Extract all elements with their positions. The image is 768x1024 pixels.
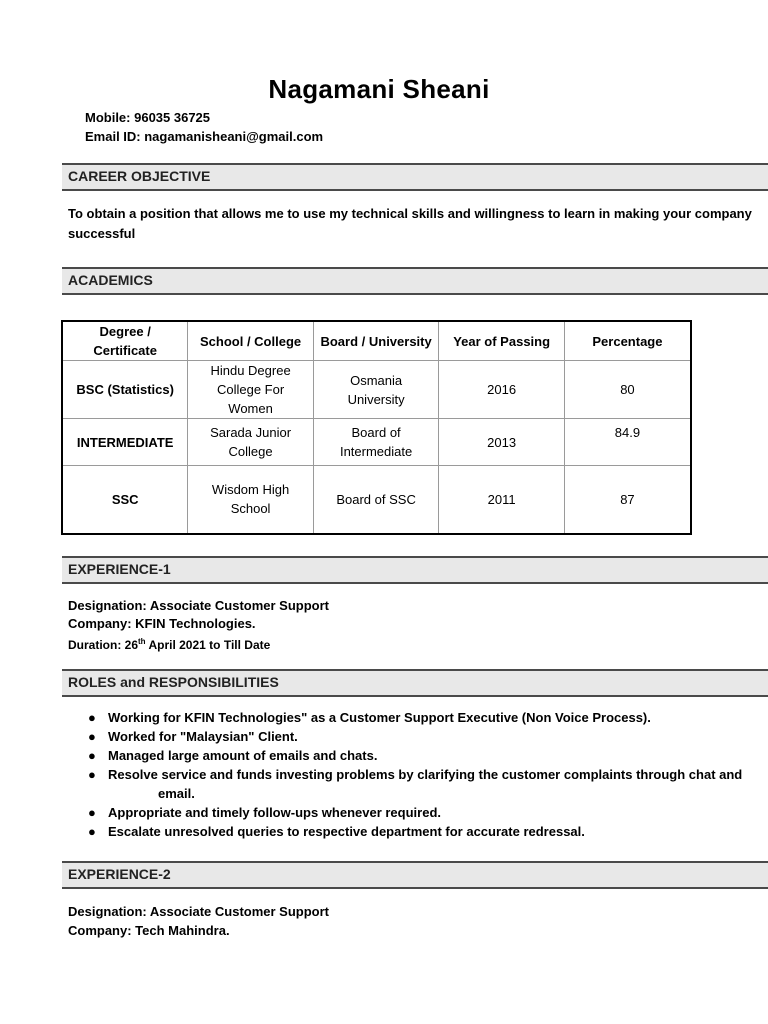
table-cell: 87 bbox=[564, 466, 691, 534]
experience-1-header bbox=[62, 556, 768, 584]
list-item: ● Escalate unresolved queries to respective department for accurate redressal. bbox=[88, 824, 585, 839]
experience-1-details bbox=[68, 597, 329, 654]
table-cell: SSC bbox=[62, 466, 188, 534]
career-objective-header bbox=[62, 163, 768, 191]
career-objective-text: To obtain a position that allows me to use my technical skills and willingness to learn in making your company successful bbox=[68, 206, 752, 241]
column-header: Board / University bbox=[313, 321, 439, 361]
section-title: CAREER OBJECTIVE bbox=[68, 168, 211, 184]
contact-block bbox=[85, 108, 323, 146]
section-title: ROLES and RESPONSIBILITIES bbox=[68, 674, 279, 690]
table-cell: 84.9 bbox=[564, 419, 691, 466]
duration: Duration: 26th April 2021 to Till Date bbox=[68, 637, 271, 652]
list-item: ● Appropriate and timely follow-ups whenever required. bbox=[88, 805, 441, 820]
table-cell: Wisdom High School bbox=[188, 466, 313, 534]
section-title: ACADEMICS bbox=[68, 272, 153, 288]
table-cell: INTERMEDIATE bbox=[62, 419, 188, 466]
table-cell: 2013 bbox=[439, 419, 564, 466]
list-item: ● Resolve service and funds investing problems by clarifying the customer complaints through chat and email. bbox=[88, 767, 743, 801]
academics-header bbox=[62, 267, 768, 295]
column-header: Year of Passing bbox=[439, 321, 564, 361]
designation: Designation: Associate Customer Support bbox=[68, 598, 329, 613]
table-cell: Hindu Degree College For Women bbox=[188, 361, 313, 419]
table-cell: Sarada Junior College bbox=[188, 419, 313, 466]
column-header: Degree / Certificate bbox=[62, 321, 188, 361]
table-cell: Osmania University bbox=[313, 361, 439, 419]
table-row bbox=[62, 361, 691, 419]
column-header: Percentage bbox=[564, 321, 691, 361]
table-row bbox=[62, 419, 691, 466]
table-header-row bbox=[62, 321, 691, 361]
table-cell: 80 bbox=[564, 361, 691, 419]
list-item: ● Worked for "Malaysian" Client. bbox=[88, 729, 298, 744]
email-id: Email ID: nagamanisheani@gmail.com bbox=[85, 129, 324, 144]
roles-header bbox=[62, 669, 768, 697]
table-cell: 2011 bbox=[439, 466, 564, 534]
designation: Designation: Associate Customer Support bbox=[68, 904, 329, 919]
table-cell: 2016 bbox=[439, 361, 564, 419]
table-cell: Board of SSC bbox=[313, 466, 439, 534]
section-title: EXPERIENCE-2 bbox=[68, 866, 171, 882]
candidate-name: Nagamani Sheani bbox=[268, 74, 490, 104]
company: Company: Tech Mahindra. bbox=[68, 923, 230, 938]
table-row bbox=[62, 466, 691, 534]
list-item: ● Working for KFIN Technologies" as a Customer Support Executive (Non Voice Process). bbox=[88, 710, 651, 725]
table-cell: BSC (Statistics) bbox=[62, 361, 188, 419]
column-header: School / College bbox=[188, 321, 313, 361]
experience-2-details bbox=[68, 902, 329, 940]
mobile-number: Mobile: 96035 36725 bbox=[85, 110, 211, 125]
experience-2-header bbox=[62, 861, 768, 889]
section-title: EXPERIENCE-1 bbox=[68, 561, 171, 577]
list-item: ● Managed large amount of emails and chats. bbox=[88, 748, 378, 763]
company: Company: KFIN Technologies. bbox=[68, 616, 256, 631]
academics-table bbox=[61, 320, 692, 535]
table-cell: Board of Intermediate bbox=[313, 419, 439, 466]
roles-list bbox=[84, 708, 764, 841]
